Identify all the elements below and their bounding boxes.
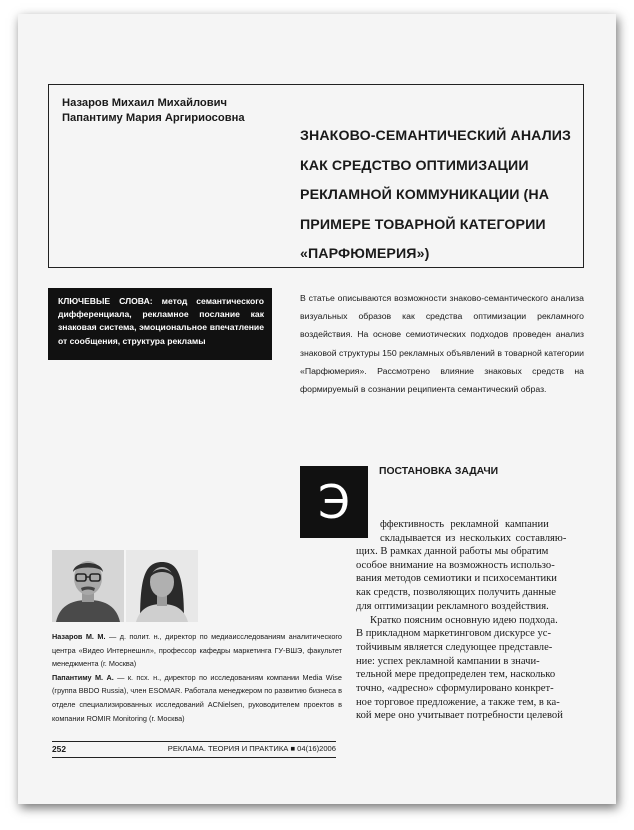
drop-cap: Э <box>300 466 368 538</box>
title-line: КАК СРЕДСТВО ОПТИМИЗАЦИИ <box>300 157 529 174</box>
page-number: 252 <box>52 744 66 754</box>
author-name: Папантиму Мария Аргириосовна <box>62 112 245 124</box>
body-line: ние: успех рекламной кампании в значи- <box>356 655 540 667</box>
title-line: ПРИМЕРЕ ТОВАРНОЙ КАТЕГОРИИ <box>300 216 546 233</box>
journal-footer: РЕКЛАМА. ТЕОРИЯ И ПРАКТИКА ■ 04(16)2006 <box>167 744 336 753</box>
portrait-woman-icon <box>126 550 198 622</box>
author-caption <box>52 630 342 671</box>
body-line: щих. В рамках данной работы мы обратим <box>356 546 549 557</box>
body-line: вания методов семиотики и психосемантики <box>356 573 557 585</box>
body-line: тельной мере предопределен тем, насколько <box>356 669 556 681</box>
body-line: тойчивым является следующее представле- <box>356 641 553 653</box>
body-line: кой мере оно учитывает потребности целевой <box>356 710 563 722</box>
footer-rule-top <box>52 741 336 742</box>
caption-name: Папантиму М. А. <box>52 672 114 682</box>
body-line: особое внимание на возможность использо- <box>356 559 555 571</box>
body-line: для оптимизации рекламного воздействия. <box>356 600 549 612</box>
body-line: как средств, позволяющих получить данные <box>356 587 556 599</box>
section-heading: ПОСТАНОВКА ЗАДАЧИ <box>379 466 499 477</box>
caption-name: Назаров М. М. <box>52 632 106 641</box>
title-line: «ПАРФЮМЕРИЯ») <box>300 246 430 262</box>
title-line: РЕКЛАМНОЙ КОММУНИКАЦИИ (НА <box>300 187 550 203</box>
caption-text: — д. полит. н., директор по медиаисследованиям аналитического центра «Видео Интернешнл», профессор кафедры маркетинга ГУ-ВШЭ, факультет менеджмента (г. Москва) <box>52 632 342 669</box>
body-line: ффективность рекламной кампании <box>380 519 549 530</box>
author-caption <box>52 671 342 725</box>
keywords-box <box>48 288 272 360</box>
author-name: Назаров Михаил Михайлович <box>62 97 228 109</box>
abstract: В статье описываются возможности знаково-семантического анализа визуальных образов как средства оптимизации рекламного воздействия. На основе семиотических подходов проведен анализ знаковой структуры 150 рекламных объявлений в товарной категории «Парфюмерия». Рассмотрено влияние знаковых средств на формируемый в сознании реципиента семантический образ. <box>300 293 584 395</box>
body-line: складывается из нескольких составляю- <box>380 532 567 544</box>
author-captions <box>52 630 342 725</box>
body-line: Кратко поясним основную идею подхода. <box>370 614 558 626</box>
author-list <box>62 96 245 126</box>
body-line: В прикладном маркетинговом дискурсе ус- <box>356 628 551 640</box>
portrait-man-icon <box>52 550 124 622</box>
title-line: ЗНАКОВО-СЕМАНТИЧЕСКИЙ АНАЛИЗ <box>300 128 572 144</box>
body-line: ное торговое предложение, а также тем, в ка- <box>356 696 560 708</box>
caption-text: — к. псх. н., директор по исследованиям компании Media Wise (группа BBDO Russia), член ESOMAR. Работала менеджером по развитию бизнеса в отделе специализированных исследований ACNielsen, руководителем проектов в компании ROMIR Monitoring (г. Москва) <box>52 672 342 723</box>
body-line: точно, «адресно» сформулировано конкрет- <box>356 683 554 695</box>
keywords-label: КЛЮЧЕВЫЕ СЛОВА: <box>58 296 153 306</box>
body-text <box>356 545 584 723</box>
author-photo-nazarov <box>52 550 124 622</box>
footer-rule-bottom <box>52 757 336 758</box>
author-photo-papantimu <box>126 550 198 622</box>
article-title <box>300 122 570 270</box>
keywords-text: метод семантического дифференциала, рекламное послание как знаковая система, эмоциональное впечатление от сообщения, структура рекламы <box>58 296 265 346</box>
body-text-intro <box>380 518 584 545</box>
